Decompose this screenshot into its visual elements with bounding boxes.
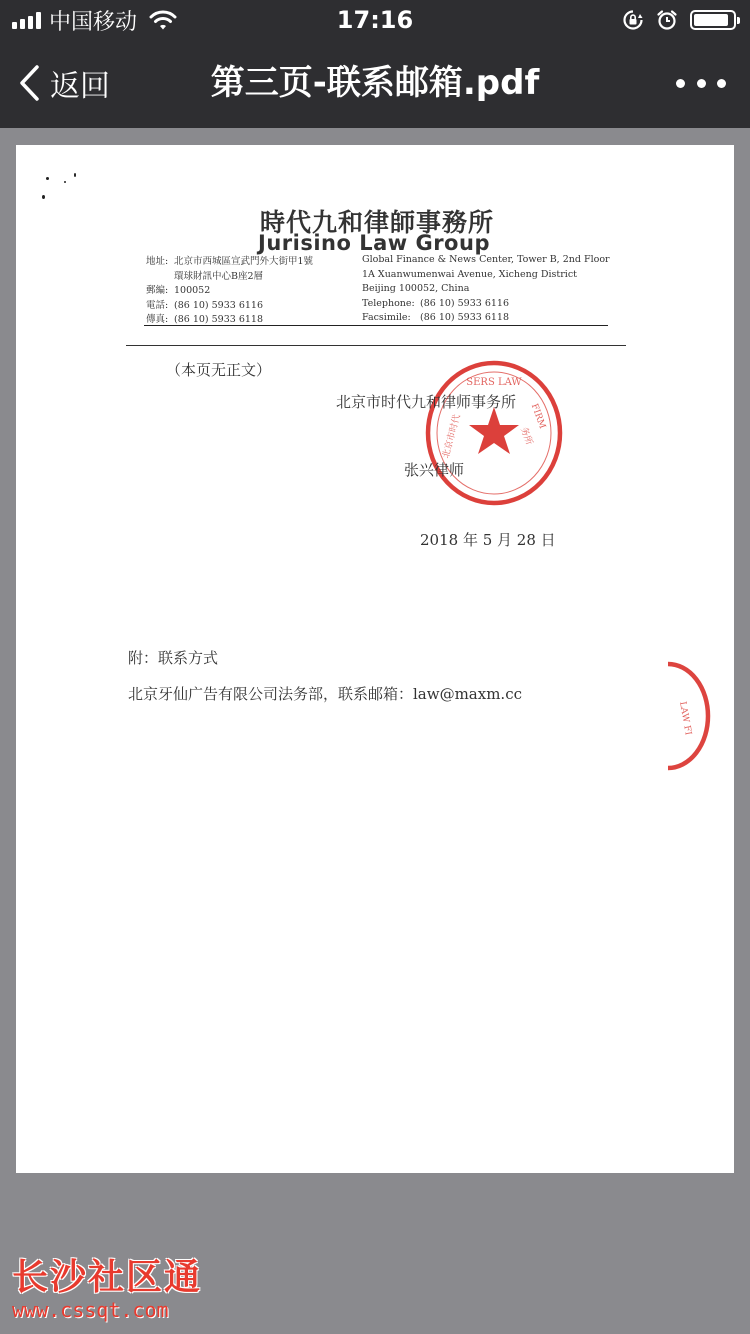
address-line-en: Global Finance & News Center, Tower B, 2nd Floor: [362, 254, 610, 265]
more-dot-icon: [676, 79, 685, 88]
page-title: 第三页-联系邮箱.pdf: [210, 63, 540, 103]
letterhead-rule: [144, 325, 608, 326]
fax-label: 傳真:: [146, 314, 169, 325]
site-watermark: [12, 1258, 202, 1322]
signature-date: 2018 年 5 月 28 日: [420, 531, 556, 549]
scan-speck: [74, 173, 76, 177]
official-seal-icon: [424, 359, 564, 507]
address-line-en: Beijing 100052, China: [362, 283, 470, 294]
watermark-name: 长沙社区通: [12, 1257, 203, 1298]
address-line: 環球財訊中心B座2層: [174, 270, 264, 282]
letterhead-address-cn: [146, 255, 313, 328]
status-right: [622, 6, 736, 34]
partial-seal-icon: [662, 660, 712, 772]
pdf-page[interactable]: [16, 145, 734, 1173]
letterhead-firm-name-cn: 時代九和律師事務所: [260, 208, 495, 237]
more-dot-icon: [717, 79, 726, 88]
address-label: 地址:: [146, 256, 169, 267]
svg-text:北京市时代: 北京市时代: [441, 413, 463, 460]
contact-email-line: 北京牙仙广告有限公司法务部，联系邮箱：law@maxm.cc: [128, 685, 523, 703]
letterhead-address-en: [362, 253, 610, 326]
watermark-url: www.cssqt.com: [12, 1298, 169, 1322]
status-bar: [0, 0, 750, 40]
fax: (86 10) 5933 6118: [174, 314, 264, 325]
scan-speck: [64, 181, 66, 183]
chevron-left-icon: [18, 64, 40, 102]
divider-line: [126, 345, 626, 346]
scan-speck: [46, 177, 49, 180]
svg-text:LAW FI: LAW FI: [677, 700, 693, 737]
alarm-clock-icon: [656, 9, 678, 31]
svg-text:务所: 务所: [518, 426, 534, 447]
facsimile-label: Facsimile:: [362, 312, 411, 323]
address-line: 北京市西城區宣武門外大街甲1號: [174, 256, 314, 267]
no-body-note: （本页无正文）: [166, 361, 272, 379]
telephone: (86 10) 5933 6116: [420, 297, 510, 309]
clock: 17:16: [336, 6, 414, 34]
address-line-en: 1A Xuanwumenwai Avenue, Xicheng District: [362, 268, 577, 280]
phone-label: 電話:: [146, 299, 169, 311]
navigation-bar: [0, 40, 750, 128]
rotation-lock-icon: [622, 9, 644, 31]
more-dot-icon: [697, 79, 706, 88]
postcode: 100052: [174, 285, 211, 296]
attachment-heading: 附：联系方式: [128, 649, 219, 667]
scan-speck: [42, 195, 45, 199]
facsimile: (86 10) 5933 6118: [420, 312, 510, 323]
svg-text:FIRM: FIRM: [528, 402, 547, 431]
phone: (86 10) 5933 6116: [174, 299, 264, 311]
signature-firm: 北京市时代九和律师事务所: [336, 393, 517, 411]
telephone-label: Telephone:: [362, 297, 415, 309]
letterhead-firm-name-en: Jurisino Law Group: [258, 231, 490, 255]
carrier-label: 中国移动: [49, 9, 138, 35]
signature-lawyer: 张兴律师: [404, 461, 465, 479]
postcode-label: 郵編:: [146, 285, 169, 296]
svg-text:SERS LAW: SERS LAW: [466, 377, 522, 388]
back-button[interactable]: [18, 60, 110, 106]
back-label: 返回: [50, 69, 110, 104]
battery-icon: [690, 10, 736, 30]
more-options-button[interactable]: [676, 66, 726, 100]
